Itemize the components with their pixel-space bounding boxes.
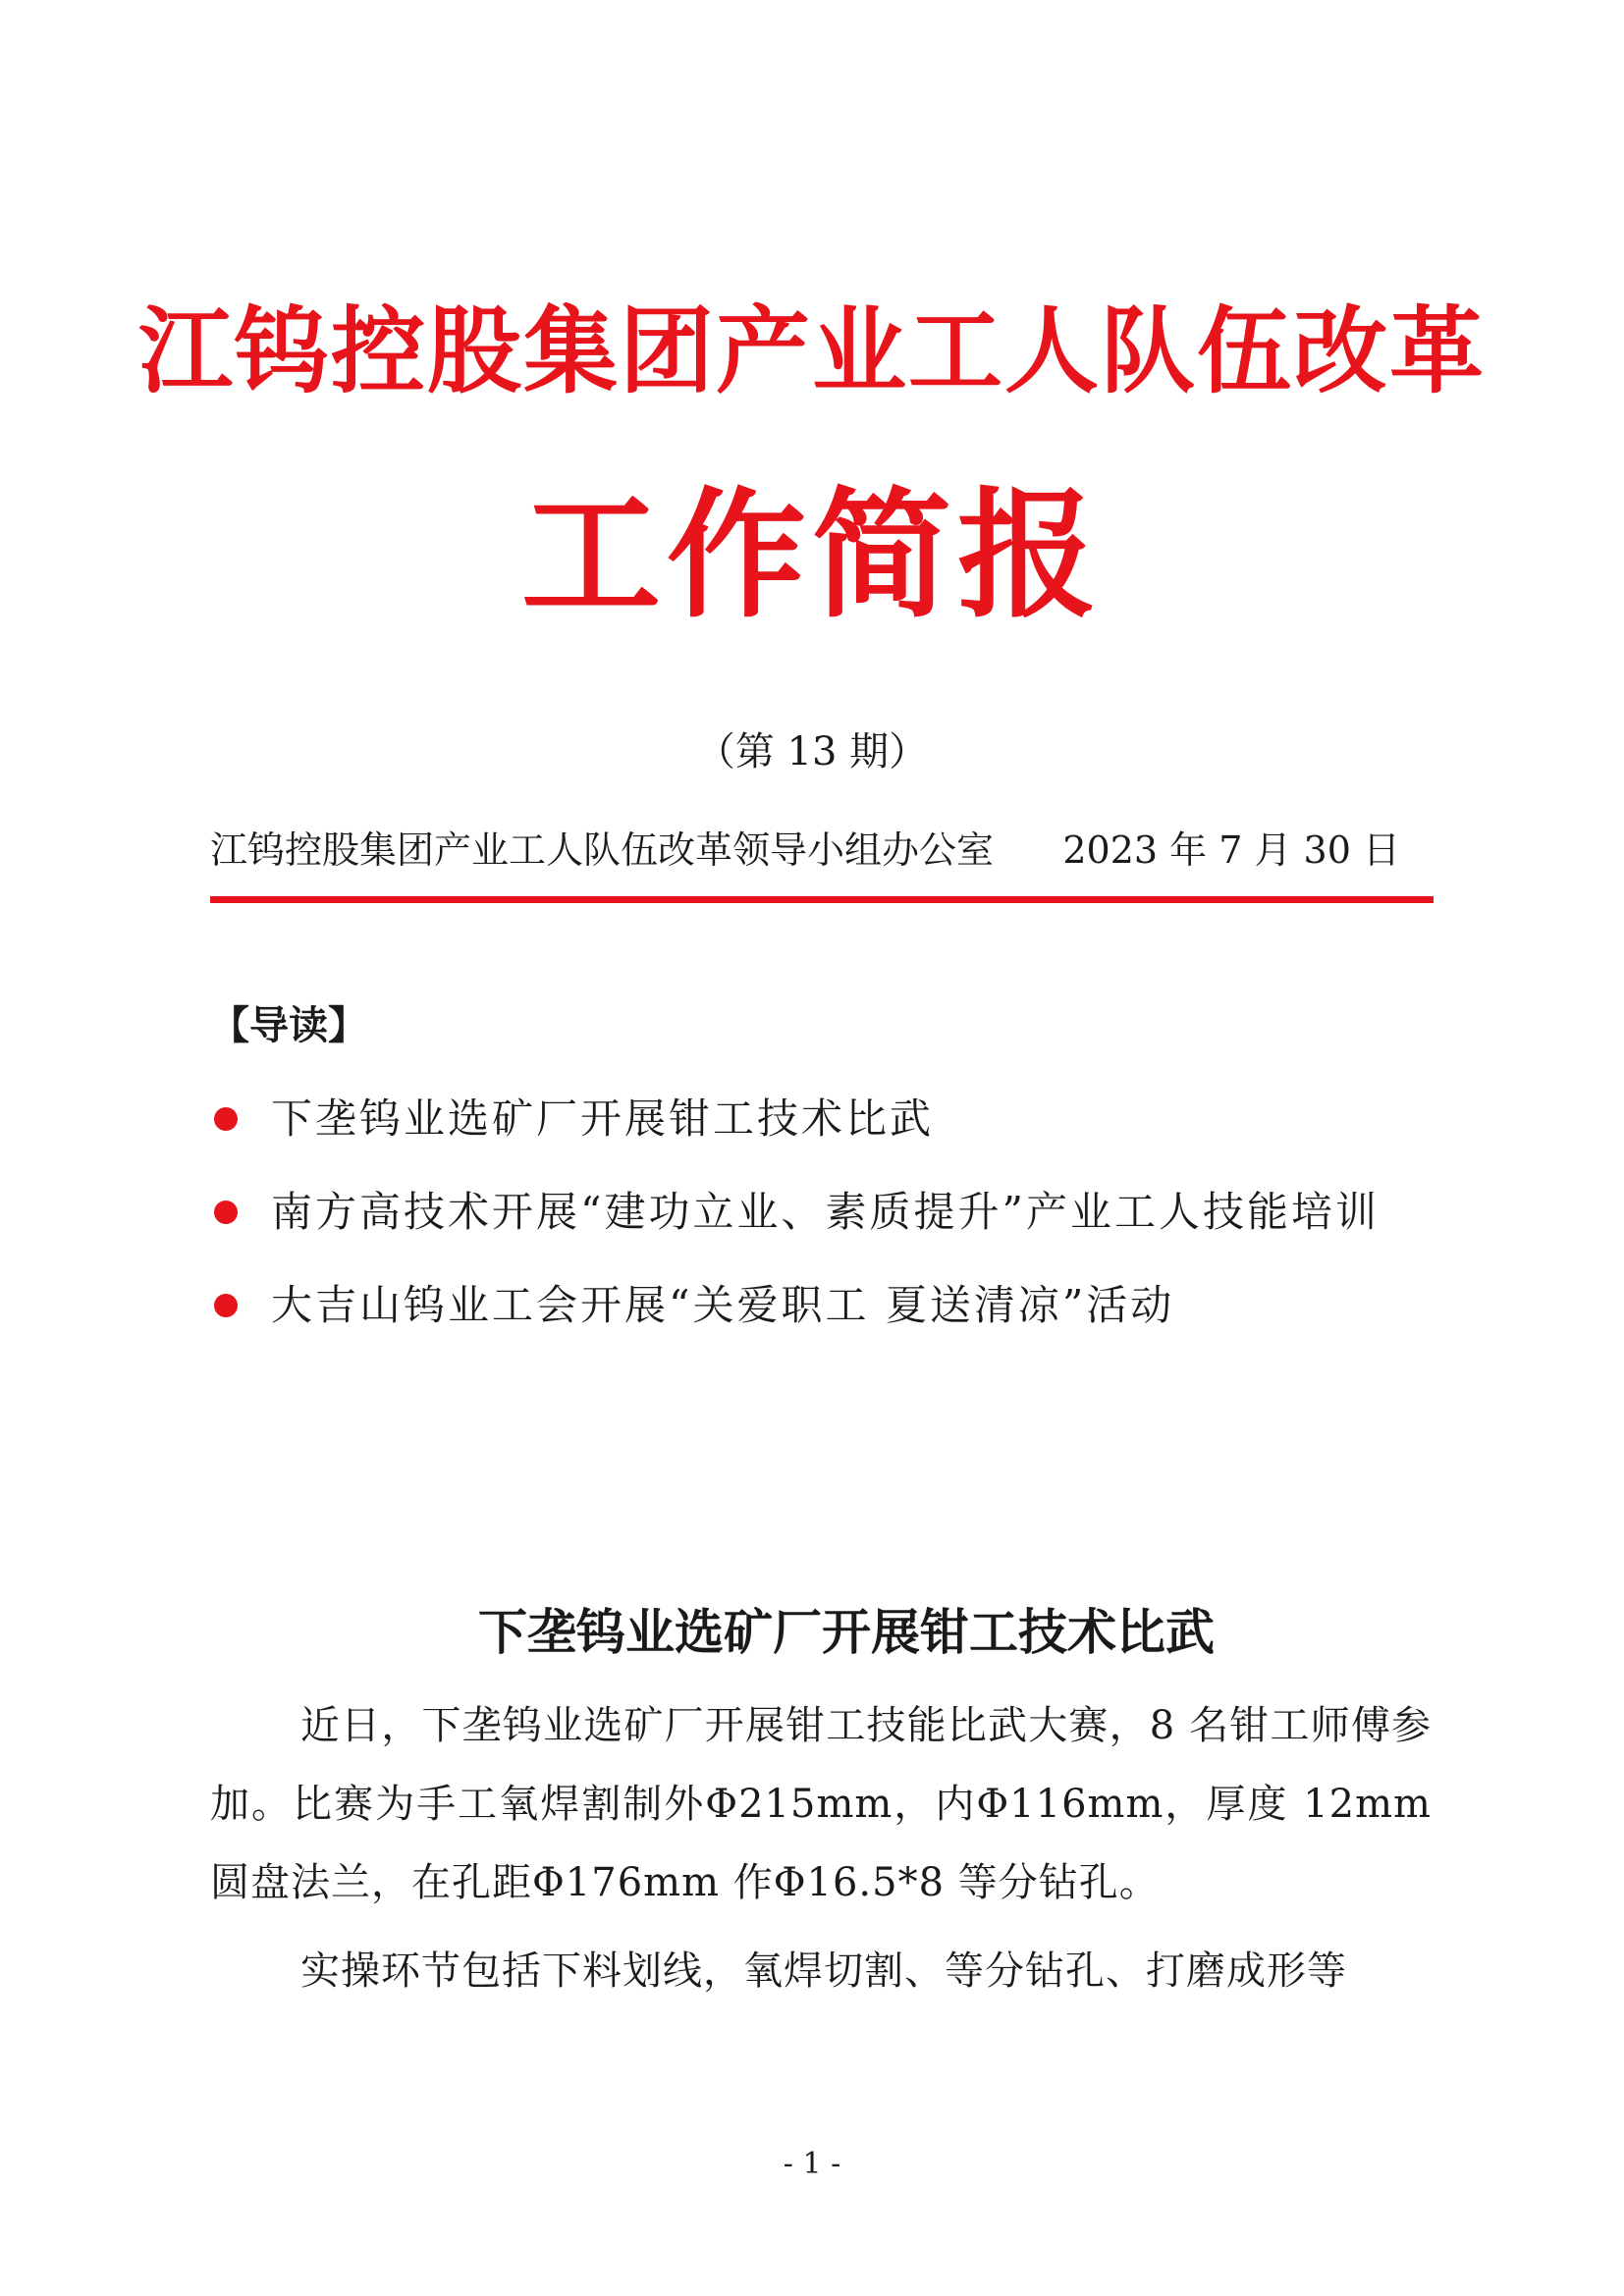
guide-item[interactable] xyxy=(210,1183,1447,1276)
guide-item-text: 下垄钨业选矿厂开展钳工技术比武 xyxy=(271,1095,935,1143)
red-bullet-icon xyxy=(214,1201,238,1224)
guide-item-text: 大吉山钨业工会开展“关爱职工 夏送清凉”活动 xyxy=(271,1281,1175,1329)
article-paragraph: 实操环节包括下料划线，氧焊切割、等分钻孔、打磨成形等 xyxy=(300,1949,1347,1994)
masthead-title-line1: 江钨控股集团产业工人队伍改革 xyxy=(138,295,1486,406)
issuer-name: 江钨控股集团产业工人队伍改革领导小组办公室 xyxy=(210,828,995,872)
article-paragraph: 近日，下垄钨业选矿厂开展钳工技能比武大赛，8 名钳工师傅参加。比赛为手工氧焊割制外Φ215mm，内Φ116mm，厚度 12mm 圆盘法兰，在孔距Φ176mm 作Φ16.5*8 等分钻孔。 xyxy=(210,1703,1432,1905)
issue-number: （第 13 期） xyxy=(695,729,929,774)
guide-item[interactable] xyxy=(210,1090,1447,1183)
masthead-title-line2: 工作简报 xyxy=(521,474,1103,637)
guide-list xyxy=(210,1090,1447,1369)
red-bullet-icon xyxy=(214,1107,238,1131)
red-bullet-icon xyxy=(214,1294,238,1317)
issue-date: 2023 年 7 月 30 日 xyxy=(1062,828,1400,872)
guide-heading: 【导读】 xyxy=(210,1003,367,1048)
issuer-row xyxy=(210,821,1428,880)
guide-item[interactable] xyxy=(210,1276,1447,1369)
red-divider xyxy=(210,896,1434,903)
article-title: 下垄钨业选矿厂开展钳工技术比武 xyxy=(478,1603,1215,1661)
page-number: - 1 - xyxy=(783,2147,841,2181)
guide-item-text: 南方高技术开展“建功立业、素质提升”产业工人技能培训 xyxy=(271,1188,1380,1236)
